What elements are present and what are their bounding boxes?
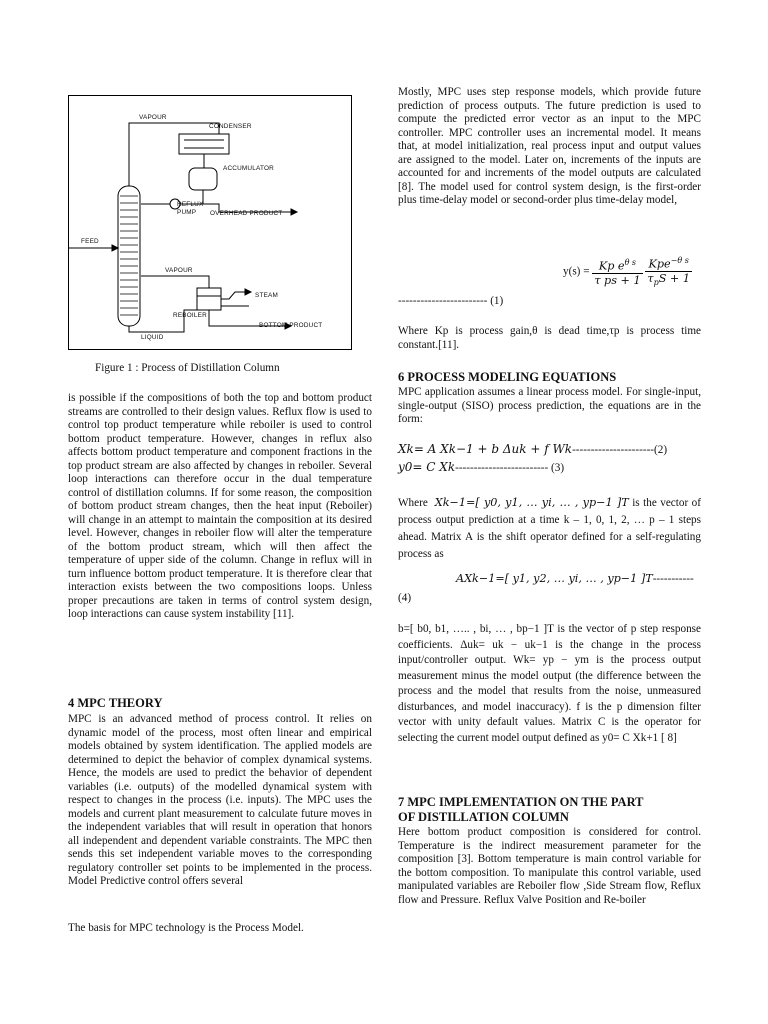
right-paragraph-6: Here bottom product composition is considered for control. Temperature is the indirect measurement parameter for the composition [3]. Bottom temperature is main control variable for the bottom composition. To manipulate this control variable, used manipulated variables are Reboiler flow ,Side Stream flow, Reflux flow and Pressure. Reflux Valve Position and Re-boiler <box>398 826 701 906</box>
left-paragraph-1: is possible if the compositions of both the top and bottom product streams are controlled to their design values. Reflux flow is used to control top product temperature while reboiler is used to control bottom product temperature. However, changes in reflux also affects bottom product temperature and component fractions in the top product stream are also affected by changes in reboiler. Several loop interactions can therefore occur in the dual temperature control of distillation columns. If for some reason, the composition of bottom product stream changes, then the heat input (Reboiler) will change in an attempt to maintain the composition at its desired level. However, changes in reboiler flow will alter the temperature of the bottom product stream, which will then affect the temperature of upper side of the column. Change in reflux will in turn influence bottom product temperature. It is therefore clear that interaction exists between the two compositions loops. Unless proper precautions are taken in terms of control system design, loop interactions can cause system instability [11]. <box>68 392 372 620</box>
eq4-body: AXk−1=[ y1, y2, … yi, … , yp−1 ]T <box>456 572 653 585</box>
para4-vector: Xk−1=[ y0, y1, … yi, … , yp−1 ]T <box>434 496 629 509</box>
feed-label: FEED <box>81 238 99 245</box>
reboiler <box>197 288 221 310</box>
equation-1: y(s) = $\frac{Kp e^{\theta s}}{\text{τ ps + 1}}$ $\frac{Kpe^{-\theta s}}{\tau_pS + 1}$ <box>563 256 690 288</box>
vapour-bottom-line <box>141 276 209 288</box>
right-paragraph-3: MPC application assumes a linear process model. For single-input, single-output (SISO) process prediction, the equations are in the form: <box>398 386 701 425</box>
vapour-bottom-label: VAPOUR <box>165 267 193 274</box>
section-7-heading-line2: OF DISTILLATION COLUMN <box>398 810 569 824</box>
distillation-figure <box>68 95 352 350</box>
eq4-tag: ----------- <box>652 573 694 585</box>
section-6-heading: 6 PROCESS MODELING EQUATIONS <box>398 370 617 384</box>
eq3-tag: ------------------------- (3) <box>455 462 565 474</box>
left-paragraph-3: The basis for MPC technology is the Process Model. <box>68 922 304 934</box>
eq3-body: y0= C Xk <box>398 460 456 474</box>
vapour-top-label: VAPOUR <box>139 114 167 121</box>
equation-2 <box>398 443 667 458</box>
eq2-tag: ----------------------(2) <box>572 444 668 456</box>
pump-label: PUMP <box>177 209 197 216</box>
steam-label: STEAM <box>255 292 279 299</box>
overhead-product-label: OVERHEAD PRODUCT <box>210 210 283 217</box>
para4-where: Where <box>398 497 428 509</box>
section-7-heading-line1: 7 MPC IMPLEMENTATION ON THE PART <box>398 795 644 809</box>
accumulator-label: ACCUMULATOR <box>223 165 274 172</box>
equation-3 <box>398 461 564 476</box>
column-trays <box>120 196 138 315</box>
right-paragraph-1: Mostly, MPC uses step response models, which provide future prediction of process outputs. The future prediction is used to compute the predicted error vector as an input to the MPC controller. MPC controller uses an incremental model. It means that, at model initialization, real process input and output values are assigned to the model. Later on, increments of the inputs are accounted for and increments of the model outputs are calculated [8]. The model used for control system design, is the first-order plus time-delay model or second-order plus time-delay model, <box>398 86 701 206</box>
reflux-label: REFLUX <box>177 201 204 208</box>
condenser-label: CONDENSER <box>209 123 252 130</box>
condenser <box>179 134 229 154</box>
liquid-label: LIQUID <box>141 334 164 341</box>
equation-1-tag: ------------------------ (1) <box>398 295 504 307</box>
section-4-heading: 4 MPC THEORY <box>68 696 163 710</box>
column-shell <box>118 186 140 326</box>
left-paragraph-2: MPC is an advanced method of process control. It relies on dynamic model of the process, most often linear and empirical models obtained by system identification. The applied models are determined to depict the behavior of complex dynamical systems. Hence, the models are used to predict the behavior of dependent variables (i.e. outputs) of the modelled dynamical system with respect to changes in the process (i.e. inputs). The MPC uses the models and current plant measurement to calculate future moves in the independent variables that will result in operation that honors all independent and dependent variable constraints. The MPC then sends this set independent variable moves to the corresponding regulatory controller set points to be implemented in the process. Model Predictive control offers several <box>68 713 372 887</box>
figure-caption: Figure 1 : Process of Distillation Column <box>95 362 280 374</box>
eq2-body: Xk= A Xk−1 + b Δuk + f Wk <box>398 442 573 456</box>
right-paragraph-4 <box>398 494 701 563</box>
right-paragraph-5: b=[ b0, b1, ….. , bi, … , bp−1 ]T is the vector of p step response coefficients. Δuk= uk − uk−1 is the change in the process input/controller output. Wk= yp − ym is the process output measurement minus the model output (the difference between the process and the model that results from the noise, unmeasured disturbances, and model inaccuracy). f is the p dimension filter vector with unity default values. Matrix C is the operator for selecting the current model output defined as y0= C Xk+1 [ 8] <box>398 623 701 744</box>
equation-4 <box>456 572 694 587</box>
reboiler-label: REBOILER <box>173 312 207 319</box>
distillation-diagram <box>69 96 351 349</box>
para4-rest: is the vector of process output prediction at a time k – 1, 0, 1, 2, … p – 1 steps ahead. Matrix A is the shift operator defined for a self-regulating process as <box>398 497 701 560</box>
bottom-product-label: BOTTOM PRODUCT <box>259 322 323 329</box>
accumulator <box>189 168 217 190</box>
equation-4-number: (4) <box>398 592 412 604</box>
eq1-lhs: y(s) = <box>563 265 590 278</box>
right-paragraph-2: Where Kp is process gain,θ is dead time,τp is process time constant.[11]. <box>398 325 701 351</box>
